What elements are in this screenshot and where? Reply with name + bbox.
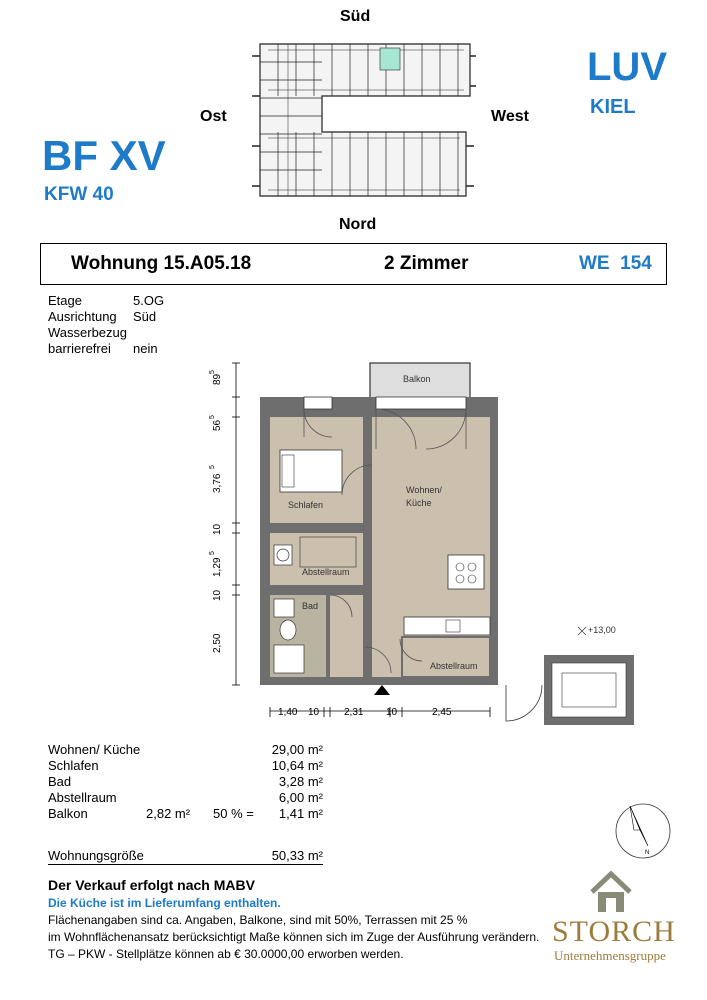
orientation-west: West <box>491 108 529 125</box>
cooktop <box>448 555 484 589</box>
company-subtitle: Unternehmensgruppe <box>554 948 666 963</box>
floor-plan <box>200 355 640 735</box>
entrance-marker <box>374 685 390 695</box>
orientation-east: Ost <box>200 108 227 125</box>
north-arrow <box>612 800 674 862</box>
total-area: Wohnungsgröße 50,33 m² <box>48 848 323 863</box>
svg-text:5: 5 <box>209 551 216 555</box>
dim-vertical: 89 <box>212 373 223 385</box>
change-note: im Wohnflächenansatz berücksichtigt Maße können sich im Zuge der Ausführung verändern. <box>48 930 540 944</box>
level-mark: +13,00 <box>588 625 616 635</box>
room-label-schlafen: Schlafen <box>288 500 324 510</box>
room-label-abstellraum-2: Abstellraum <box>430 661 478 671</box>
orientation-north: Nord <box>339 216 377 233</box>
room-label-kueche: Küche <box>406 498 432 508</box>
sink <box>274 599 294 617</box>
dim-vertical: 1,29 <box>212 557 223 577</box>
brand-name: LUV <box>587 45 667 89</box>
room-label-bad: Bad <box>302 601 319 611</box>
room-count: 2 Zimmer <box>384 253 469 274</box>
hall-floor <box>330 595 363 677</box>
north-label: N <box>645 850 650 856</box>
room-label-wohnen: Wohnen/ <box>406 485 442 495</box>
area-note: Flächenangaben sind ca. Angaben, Balkone, sind mit 50%, Terrassen mit 25 % <box>48 913 468 927</box>
dim-horizontal: 1,40 <box>278 707 298 718</box>
svg-text:5: 5 <box>209 415 216 419</box>
area-row: Abstellraum 6,00 m² <box>48 790 323 805</box>
project-code: BF XV <box>42 132 166 179</box>
dim-vertical: 3,76 <box>212 473 223 493</box>
dim-horizontal: 10 <box>308 707 320 718</box>
site-key-plan <box>238 36 478 208</box>
room-label-balkon: Balkon <box>403 374 431 384</box>
storage2-floor <box>402 637 490 677</box>
unit-highlight <box>380 48 400 70</box>
room-label-abstellraum: Abstellraum <box>302 567 350 577</box>
area-row: Bad 3,28 m² <box>48 774 323 789</box>
dim-horizontal: 2,45 <box>432 707 452 718</box>
dim-vertical: 56 <box>212 419 223 431</box>
we-number: WE 154 <box>579 253 652 274</box>
dim-vertical: 10 <box>212 523 223 535</box>
mabv-note: Der Verkauf erfolgt nach MABV <box>48 877 255 893</box>
dim-vertical: 10 <box>212 589 223 601</box>
area-row: Schlafen 10,64 m² <box>48 758 323 773</box>
dim-horizontal: 10 <box>386 707 398 718</box>
toilet <box>280 620 296 640</box>
unit-header <box>40 243 667 285</box>
svg-text:5: 5 <box>209 465 216 469</box>
parking-note: TG – PKW - Stellplätze können ab € 30.0000,00 erworben werden. <box>48 947 404 961</box>
project-standard: KFW 40 <box>44 184 114 205</box>
svg-text:5: 5 <box>209 370 216 374</box>
orientation-south: Süd <box>340 8 371 25</box>
dim-horizontal: 2,31 <box>344 707 364 718</box>
shower <box>274 645 304 673</box>
dim-vertical: 2,50 <box>212 633 223 653</box>
kitchen-note: Die Küche ist im Lieferumfang enthalten. <box>48 896 281 910</box>
unit-number: Wohnung 15.A05.18 <box>71 253 252 274</box>
storch-logo-icon <box>588 870 634 914</box>
area-row: Wohnen/ Küche 29,00 m² <box>48 742 323 757</box>
area-row: Balkon 2,82 m² 50 % = 1,41 m² <box>48 806 323 821</box>
company-name: STORCH <box>552 915 676 948</box>
brand-city: KIEL <box>590 96 636 118</box>
